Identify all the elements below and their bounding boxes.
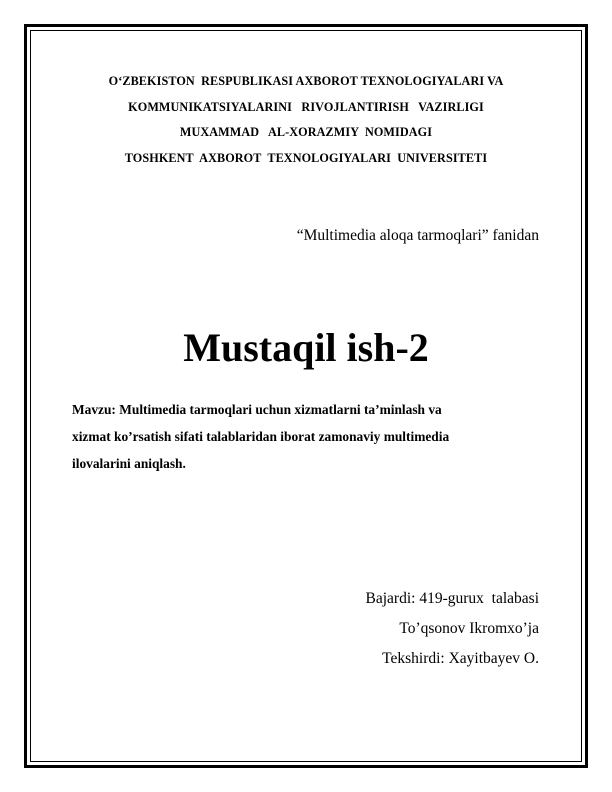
topic-line-3: ilovalarini aniqlash.: [72, 456, 186, 471]
subject-line: “Multimedia aloqa tarmoqlari” fanidan: [296, 227, 539, 244]
topic-paragraph: [72, 396, 552, 477]
header-ministry-line-1: O‘ZBEKISTON RESPUBLIKASI AXBOROT TEXNOLOGIYALARI VA: [108, 74, 504, 88]
topic-line-2: xizmat ko’rsatish sifati talablaridan iborat zamonaviy multimedia: [72, 429, 450, 444]
topic-line-1: Mavzu: Multimedia tarmoqlari uchun xizmatlarni ta’minlash va: [72, 402, 442, 417]
student-name: To’qsonov Ikromxo’ja: [399, 620, 539, 637]
performed-by-line: Bajardi: 419-gurux talabasi: [365, 590, 539, 607]
document-title: Mustaqil ish-2: [183, 325, 429, 370]
header-university-line-1: MUXAMMAD AL-XORAZMIY NOMIDAGI: [179, 125, 433, 139]
header-ministry-line-2: KOMMUNIKATSIYALARINI RIVOJLANTIRISH VAZIRLIGI: [128, 100, 484, 114]
checked-by-line: Tekshirdi: Xayitbayev O.: [382, 650, 539, 667]
header-university-line-2: TOSHKENT AXBOROT TEXNOLOGIYALARI UNIVERSITETI: [124, 151, 488, 165]
